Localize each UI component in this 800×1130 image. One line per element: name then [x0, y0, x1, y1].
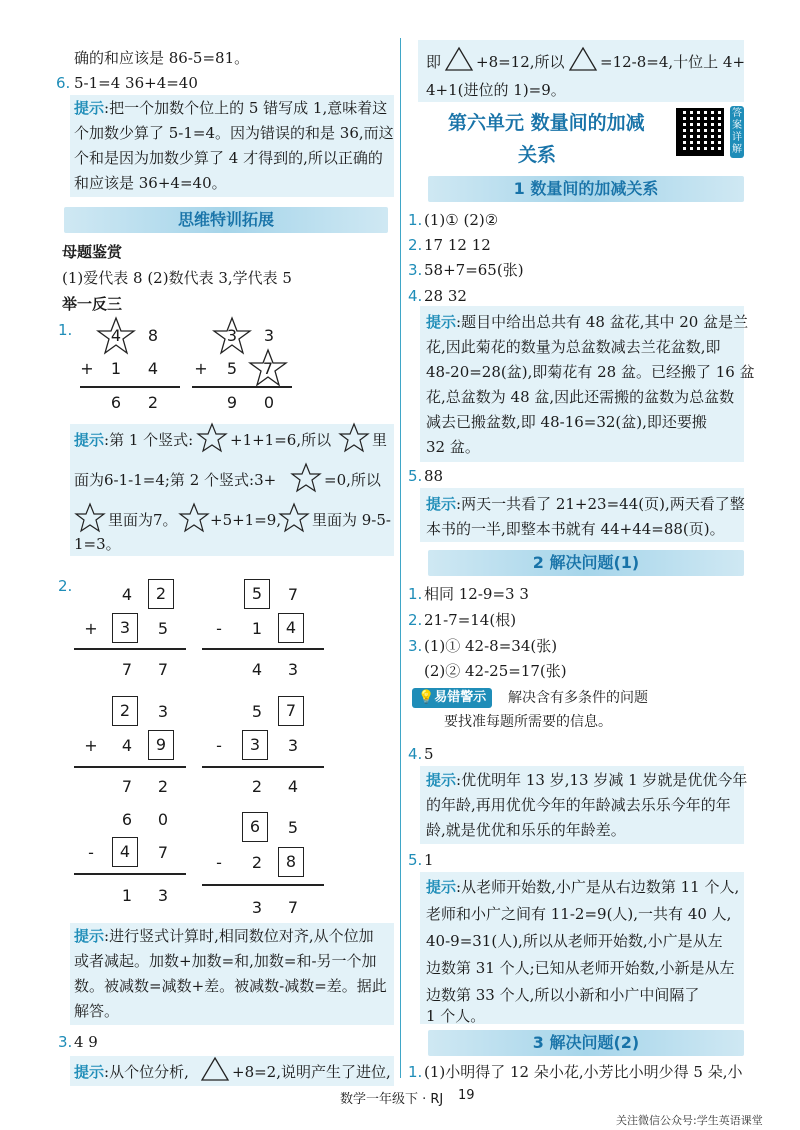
hint-line: [426, 310, 748, 334]
answer: 17 12 12: [424, 236, 491, 254]
answer: 21-7=14(根): [424, 611, 517, 629]
digit: 7: [287, 585, 299, 604]
hint-label: 提示: [74, 99, 105, 117]
hint-line: 32 盆。: [426, 438, 480, 456]
hint-line: 本书的一半,即整本书就有 44+44=88(页)。: [426, 520, 725, 538]
hint-label: 提示: [74, 431, 105, 449]
hint-line: 48-20=28(盆),即菊花有 28 盆。已经搬了 16 盆: [426, 363, 755, 381]
digit: 6: [121, 810, 133, 829]
hint-text: 面为6-1-1=4;第 2 个竖式:3+: [74, 471, 277, 489]
hint-line: [426, 492, 745, 516]
digit: 2: [251, 853, 263, 872]
digit: 4: [110, 326, 122, 345]
digit: 5: [157, 619, 169, 638]
digit: 3: [287, 660, 299, 679]
hint-line: 个和是因为加数少算了 4 才得到的,所以正确的: [74, 149, 383, 167]
operator: +: [84, 736, 98, 755]
item-number: 4.: [408, 745, 423, 763]
book-title: 数学一年级下 · RJ: [340, 1092, 444, 1107]
hint-label: 提示: [74, 1063, 105, 1081]
hint-line: 1 个人。: [426, 1007, 486, 1025]
item-number: 1.: [58, 321, 73, 339]
answer-box: 8: [278, 847, 304, 877]
item-number: 3.: [408, 637, 423, 655]
calc-rule: [202, 884, 324, 886]
star-icon: [290, 462, 322, 494]
digit: 9: [226, 393, 238, 412]
hint-line: 边数第 33 个人,所以小新和小广中间隔了: [426, 986, 700, 1004]
answer-box: 2: [148, 579, 174, 609]
hint-text: =0,所以: [324, 471, 381, 489]
hint-label: 提示: [426, 878, 457, 896]
hint-text: :进行竖式计算时,相同数位对齐,从个位加: [104, 927, 374, 945]
digit: 6: [110, 393, 122, 412]
digit: 1: [121, 886, 133, 905]
answer: (1)爱代表 8 (2)数代表 3,学代表 5: [62, 269, 292, 287]
hint-label: 提示: [426, 313, 457, 331]
hint-label: 提示: [74, 927, 105, 945]
item-number: 2.: [408, 611, 423, 629]
hint-line: 或者减起。加数+加数=和,加数=和-另一个加: [74, 952, 377, 970]
hint-text: :从老师开始数,小广是从右边数第 11 个人,: [456, 878, 740, 896]
digit: 5: [226, 359, 238, 378]
hint-text: 里面为7。: [108, 511, 178, 529]
operator: +: [194, 359, 208, 378]
subheading: 母题鉴赏: [62, 243, 123, 261]
hint-text: 4+1(进位的 1)=9。: [426, 81, 566, 99]
hint-line: 40-9=31(人),所以从老师开始数,小广是从左: [426, 932, 723, 950]
star-icon: [178, 502, 210, 534]
hint-line: 和应该是 36+4=40。: [74, 174, 227, 192]
digit: 4: [147, 359, 159, 378]
hint-text: +1+1=6,所以: [230, 431, 332, 449]
hint-line: [426, 875, 739, 899]
operator: -: [216, 853, 222, 872]
hint-label: 提示: [426, 771, 457, 789]
answer: 5-1=4 36+4=40: [74, 74, 198, 92]
digit: 7: [262, 359, 274, 378]
hint-line: [74, 428, 193, 452]
hint-line: 的年龄,再用优优今年的年龄减去乐乐今年的年: [426, 796, 731, 814]
digit: 4: [251, 660, 263, 679]
digit: 7: [121, 777, 133, 796]
answer: 88: [424, 467, 444, 485]
hint-line: 花,总盆数为 48 盆,因此还需搬的盆数为总盆数: [426, 388, 735, 406]
hint-text: :两天一共看了 21+23=44(页),两天看了整: [456, 495, 745, 513]
operator: +: [84, 619, 98, 638]
digit: 3: [251, 898, 263, 917]
column-divider: [400, 38, 401, 1078]
hint-line: 龄,就是优优和乐乐的年龄差。: [426, 821, 626, 839]
hint-text: 即: [426, 53, 442, 71]
triangle-icon: [568, 46, 598, 72]
hint-text: :优优明年 13 岁,13 岁减 1 岁就是优优今年: [456, 771, 748, 789]
answer-box: 2: [112, 696, 138, 726]
digit: 4: [121, 585, 133, 604]
triangle-icon: [444, 46, 474, 72]
hint-text: :题目中给出总共有 48 盆花,其中 20 盆是兰: [456, 313, 749, 331]
unit-title: 第六单元 数量间的加减: [448, 112, 645, 134]
section-band: 思维特训拓展: [64, 207, 388, 233]
digit: 3: [287, 736, 299, 755]
digit: 2: [147, 393, 159, 412]
calc-rule: [202, 648, 324, 650]
answer-box: 4: [112, 837, 138, 867]
calc-rule: [74, 873, 186, 875]
operator: -: [88, 843, 94, 862]
digit: 4: [121, 736, 133, 755]
answer: 58+7=65(张): [424, 261, 524, 279]
item-number: 3.: [58, 1033, 73, 1051]
answer-box: 3: [242, 730, 268, 760]
answer: 1: [424, 851, 434, 869]
digit: 2: [157, 777, 169, 796]
digit: 2: [251, 777, 263, 796]
item-number: 6.: [56, 74, 71, 92]
digit: 1: [110, 359, 122, 378]
triangle-icon: [200, 1056, 230, 1082]
hint-line: 花,因此菊花的数量为总盆数减去兰花盆数,即: [426, 338, 721, 356]
answer: 相同 12-9=3 3: [424, 585, 529, 603]
calc-rule: [202, 766, 324, 768]
item-number: 1.: [408, 585, 423, 603]
item-number: 1.: [408, 211, 423, 229]
warning-title: 解决含有多条件的问题: [508, 690, 648, 706]
hint-line: [74, 924, 374, 948]
answer-box: 3: [112, 613, 138, 643]
item-number: 2.: [58, 577, 73, 595]
hint-text: :把一个加数个位上的 5 错写成 1,意味着这: [104, 99, 388, 117]
operator: -: [216, 619, 222, 638]
text-line: 确的和应该是 86-5=81。: [74, 49, 250, 67]
hint-text: +5+1=9,: [210, 511, 282, 529]
hint-text: +8=12,所以: [476, 53, 565, 71]
digit: 5: [251, 702, 263, 721]
answer: 4 9: [74, 1033, 98, 1051]
warning-badge: [412, 688, 492, 708]
qr-code[interactable]: [676, 108, 724, 156]
hint-line: 老师和小广之间有 11-2=9(人),一共有 40 人,: [426, 905, 732, 923]
digit: 8: [147, 326, 159, 345]
operator: -: [216, 736, 222, 755]
unit-title: 关系: [518, 144, 557, 166]
warning-label: 易错警示: [434, 690, 487, 705]
hint-text: :从个位分析,: [104, 1063, 189, 1081]
star-icon: [278, 502, 310, 534]
operator: +: [80, 359, 94, 378]
hint-line: 边数第 31 个人;已知从老师开始数,小新是从左: [426, 959, 735, 977]
hint-line: 解答。: [74, 1002, 120, 1020]
hint-line: [426, 768, 747, 792]
digit: 7: [121, 660, 133, 679]
star-icon: [196, 422, 228, 454]
calc-rule: [74, 648, 186, 650]
hint-line: [74, 96, 387, 120]
item-number: 2.: [408, 236, 423, 254]
star-icon: [74, 502, 106, 534]
answer-box: 5: [244, 579, 270, 609]
hint-text: 里: [372, 431, 388, 449]
answer: (1)① 42-8=34(张): [424, 637, 558, 655]
hint-text: 1=3。: [74, 535, 121, 553]
answer: (2)② 42-25=17(张): [424, 662, 567, 680]
digit: 5: [287, 818, 299, 837]
section-band: 3 解决问题(2): [428, 1030, 744, 1056]
section-band: 2 解决问题(1): [428, 550, 744, 576]
hint-text: +8=2,说明产生了进位,: [232, 1063, 391, 1081]
hint-line: [74, 1060, 189, 1084]
digit: 0: [157, 810, 169, 829]
answer: (1)小明得了 12 朵小花,小芳比小明少得 5 朵,小: [424, 1063, 743, 1081]
item-number: 1.: [408, 1063, 423, 1081]
answer: 28 32: [424, 287, 467, 305]
star-icon: [338, 422, 370, 454]
answer: (1)① (2)②: [424, 211, 499, 229]
digit: 3: [157, 886, 169, 905]
digit: 4: [287, 777, 299, 796]
hint-line: 减去已搬盆数,即 48-16=32(盆),即还要搬: [426, 413, 707, 431]
hint-text: 里面为 9-5-: [312, 511, 391, 529]
hint-line: 数。被减数=减数+差。被减数-减数=差。据此: [74, 977, 387, 995]
digit: 7: [157, 660, 169, 679]
digit: 3: [226, 326, 238, 345]
answer-box: 6: [242, 812, 268, 842]
warning-text: 要找准每题所需要的信息。: [444, 714, 612, 730]
credit-text: 关注微信公众号:学生英语课堂: [616, 1114, 763, 1127]
item-number: 5.: [408, 467, 423, 485]
digit: 0: [263, 393, 275, 412]
hint-text: =12-8=4,十位上 4+: [600, 53, 746, 71]
hint-text: :第 1 个竖式:: [104, 431, 194, 449]
page-number: 19: [458, 1088, 475, 1103]
section-band: 1 数量间的加减关系: [428, 176, 744, 202]
digit: 7: [157, 843, 169, 862]
calc-rule: [74, 766, 186, 768]
item-number: 3.: [408, 261, 423, 279]
answer-box: 9: [148, 730, 174, 760]
item-number: 4.: [408, 287, 423, 305]
digit: 3: [263, 326, 275, 345]
hint-line: 个加数少算了 5-1=4。因为错误的和是 36,而这: [74, 124, 394, 142]
digit: 1: [251, 619, 263, 638]
digit: 7: [287, 898, 299, 917]
subheading: 举一反三: [62, 295, 123, 313]
answer: 5: [424, 745, 434, 763]
item-number: 5.: [408, 851, 423, 869]
bulb-icon: 💡: [418, 690, 435, 705]
answer-box: 4: [278, 613, 304, 643]
answer-box: 7: [278, 696, 304, 726]
hint-label: 提示: [426, 495, 457, 513]
digit: 3: [157, 702, 169, 721]
qr-tag: 答案详解: [730, 106, 744, 158]
